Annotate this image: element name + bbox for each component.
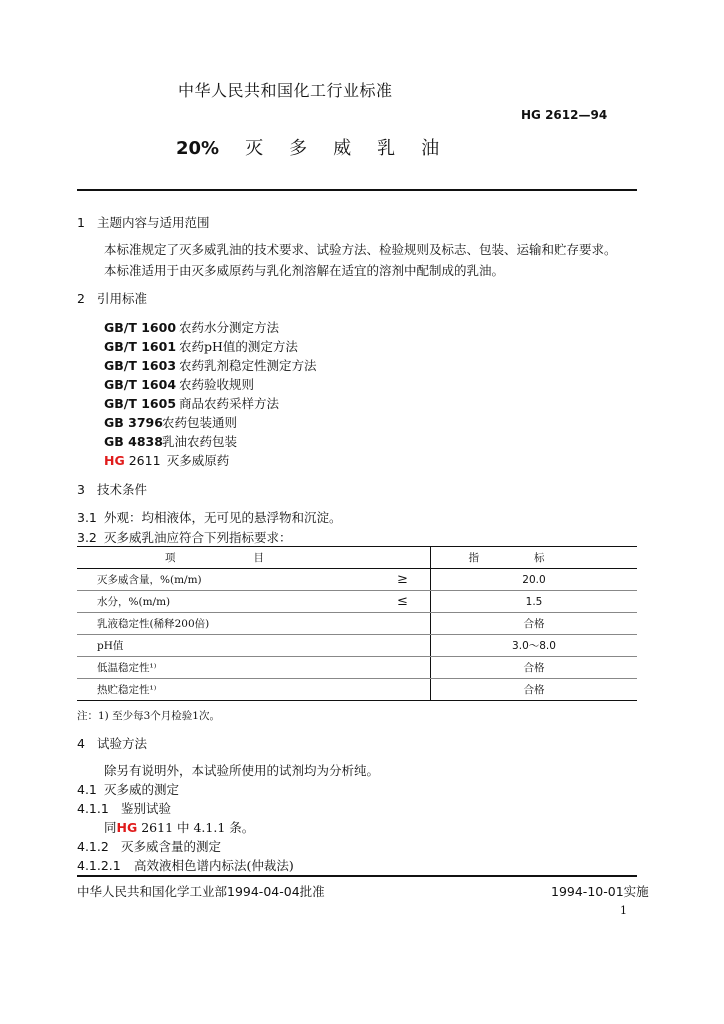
approval-line: 中华人民共和国化学工业部1994-04-04批准 (77, 884, 325, 899)
section-1-paragraph-2: 本标准适用于由灭多威原药与乳化剂溶解在适宜的溶剂中配制成的乳油。 (104, 263, 505, 278)
section-1-heading: 1 主题内容与适用范围 (77, 215, 210, 230)
reference-item: HG 2611 灭多威原药 (104, 453, 230, 468)
section-2-heading: 2 引用标准 (77, 291, 148, 306)
header-item: 项目 (77, 547, 431, 569)
reference-item: GB/T 1600 农药水分测定方法 (104, 320, 280, 335)
reference-item: GB/T 1605 商品农药采样方法 (104, 396, 280, 411)
table-row: 灭多威含量，%(m/m) ≥ 20.0 (77, 569, 637, 591)
header-value: 指标 (431, 547, 638, 569)
clause-3-1: 3.1 外观：均相液体，无可见的悬浮物和沉淀。 (77, 510, 342, 525)
reference-item: GB/T 1604 农药验收规则 (104, 377, 255, 392)
table-note: 注：1) 至少每3个月检验1次。 (77, 710, 220, 722)
section-1-paragraph-1: 本标准规定了灭多威乳油的技术要求、试验方法、检验规则及标志、包装、运输和贮存要求。 (104, 242, 617, 257)
table-row: pH值 3.0～8.0 (77, 635, 637, 657)
standard-category: 中华人民共和国化工行业标准 (178, 81, 393, 100)
table-row: 水分，%(m/m) ≤ 1.5 (77, 591, 637, 613)
document-title (176, 134, 465, 160)
header-rule (77, 189, 637, 191)
clause-4-1: 4.1 灭多威的测定 (77, 782, 180, 797)
table-row: 乳液稳定性(稀释200倍) 合格 (77, 613, 637, 635)
specification-table (77, 546, 637, 701)
clause-3-2: 3.2 灭多威乳油应符合下列指标要求： (77, 530, 292, 545)
title-product: 灭多威乳油 (245, 138, 466, 159)
table-header-row (77, 547, 637, 569)
section-3-heading: 3 技术条件 (77, 482, 148, 497)
table-row: 热贮稳定性¹⁾ 合格 (77, 679, 637, 701)
clause-4-1-1-text: 同HG 2611 中 4.1.1 条。 (104, 820, 255, 835)
title-percent: 20% (176, 138, 220, 159)
effective-date: 1994-10-01实施 (551, 884, 649, 899)
clause-4-1-2: 4.1.2 灭多威含量的测定 (77, 839, 222, 854)
reference-item: GB 3796农药包装通则 (104, 415, 238, 430)
page-number: 1 (620, 904, 627, 917)
reference-item: GB 4838乳油农药包装 (104, 434, 238, 449)
standard-code: HG 2612—94 (521, 108, 608, 122)
reference-item: GB/T 1601 农药pH值的测定方法 (104, 339, 298, 354)
footer-rule (77, 875, 637, 877)
section-4-heading: 4 试验方法 (77, 736, 148, 751)
clause-4-1-1: 4.1.1 鉴别试验 (77, 801, 172, 816)
section-4-paragraph: 除另有说明外，本试验所使用的试剂均为分析纯。 (104, 763, 380, 778)
reference-item: GB/T 1603 农药乳剂稳定性测定方法 (104, 358, 317, 373)
clause-4-1-2-1: 4.1.2.1 高效液相色谱内标法(仲裁法) (77, 858, 294, 873)
table-row: 低温稳定性¹⁾ 合格 (77, 657, 637, 679)
